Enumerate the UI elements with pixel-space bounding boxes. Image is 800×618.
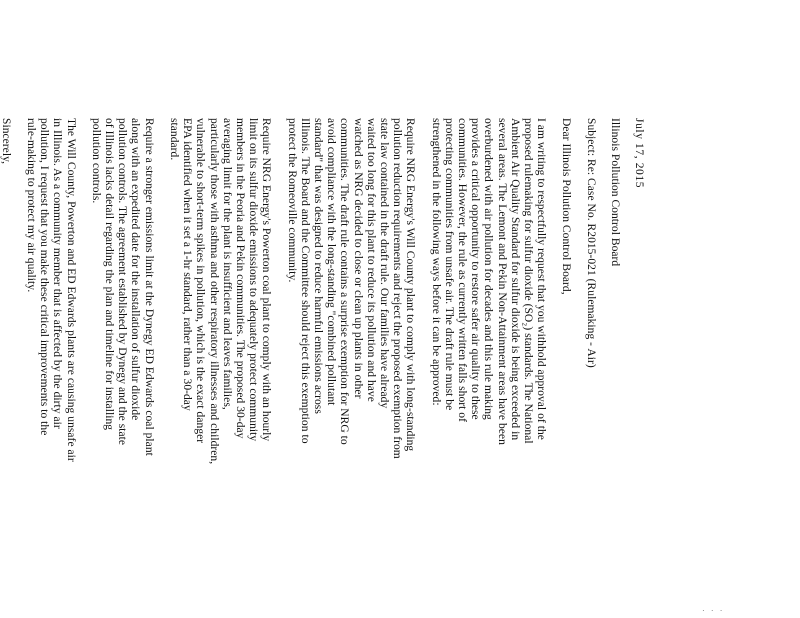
paragraph-line: rule-making to protect my air quality. (25, 118, 38, 293)
paragraph-line: waited too long for this plant to reduce its pollution and have (364, 118, 377, 402)
paragraph-line: vulnerable to short-term spikes in pollution, which is the exact danger (194, 118, 207, 444)
greeting-line: Dear Illinois Pollution Control Board, (560, 118, 573, 295)
letter-paragraphs (24, 118, 547, 618)
paragraph-line: pollution controls. (89, 118, 102, 204)
paragraph-line: provides a critical opportunity to restore safer air quality to these (469, 118, 482, 420)
body-paragraph (24, 118, 77, 618)
paragraph-line: members in the Peoria and Pekin communities. The proposed 30-day (233, 118, 246, 439)
paragraph-line: The Will County, Powerton and ED Edwards plants are causing unsafe air (64, 118, 77, 462)
paragraph-line: pollution reduction requirements and reject the proposed exemption from (391, 118, 404, 459)
paragraph-line: Illinois. The Board and the Committee should reject this exemption to (298, 118, 311, 444)
paragraph-line: Require a stronger emissions limit at the Dynegy ED Edwards coal plant (142, 118, 155, 456)
subject-line: Subject: Re: Case No. R2015-021 (Rulemaking - Air) (584, 118, 597, 368)
paragraph-line: protect the Romeoville community. (285, 118, 298, 283)
paragraph-line: avoid compliance with the long-standing "combined pollutant (325, 118, 338, 406)
paragraph-line: proposed rulemaking for sulfur dioxide (SO₂) standards. The National (521, 118, 534, 444)
body-paragraph (89, 118, 155, 618)
closing-line: Sincerely, (0, 118, 12, 165)
paragraph-line: communities. The draft rule contains a surprise exemption for NRG to (338, 118, 351, 445)
paragraph-line: limit on its sulfur dioxide emissions to adequately protect community (247, 118, 260, 442)
body-paragraph (167, 118, 273, 618)
paragraph-line: overburdened with air pollution for decades and this rule making (482, 118, 495, 420)
paragraph-line: pollution controls. The agreement established by Dynegy and the state (116, 118, 129, 446)
paragraph-line: particularly those with asthma and other respiratory illnesses and children, (207, 118, 220, 465)
paragraph-line: in Illinois. As a community member that is affected by the dirty air (51, 118, 64, 429)
paragraph-line: EPA identified when it set a 1-hr standard, rather than a 30-day (181, 118, 194, 411)
paragraph-line: Require NRG Energy's Will County plant to comply with long-standing (404, 118, 417, 452)
recipient-line: Illinois Pollution Control Board (608, 118, 621, 267)
paragraph-line: averaging limit for the plant is insufficient and leaves families, (220, 118, 233, 410)
body-paragraph (428, 118, 547, 618)
paragraph-line: state law contained in the draft rule. Our families have already (377, 118, 390, 409)
paragraph-line: Ambient Air Quality Standard for sulfur dioxide is being exceeded in (508, 118, 521, 441)
paragraph-line: watched as NRG decided to close or clean up plants in other (351, 118, 364, 399)
paragraph-line: along with an expedited date for the installation of sulfur dioxide (129, 118, 142, 421)
paragraph-line: standard" that was designed to reduce harmful emissions across (311, 118, 324, 414)
paragraph-line: several areas. The Lemont and Pekin Non-Attainment areas have been (495, 118, 508, 445)
paragraph-line: standard. (167, 118, 180, 161)
letter-body (0, 118, 645, 618)
paragraph-line: of Illinois lacks detail regarding the plan and timeline for installing (103, 118, 116, 431)
body-paragraph (284, 118, 416, 618)
paragraph-line: pollution, I request that you make these critical improvements to the (38, 118, 51, 436)
paragraph-line: I am writing to respectfully request that you withhold approval of the (535, 118, 548, 440)
paragraph-line: Require NRG Energy's Powerton coal plant to comply with an hourly (260, 118, 273, 442)
paragraph-line: communities. However, the rule as currently written falls short of (455, 118, 468, 422)
paragraph-line: strengthened in the following ways before it can be approved: (429, 118, 442, 406)
paragraph-line: protecting communities from unsafe air. The draft rule must be (442, 118, 455, 411)
scan-artifact-dots: · · · (702, 606, 725, 615)
letter-date: July 17, 2015 (633, 118, 645, 189)
